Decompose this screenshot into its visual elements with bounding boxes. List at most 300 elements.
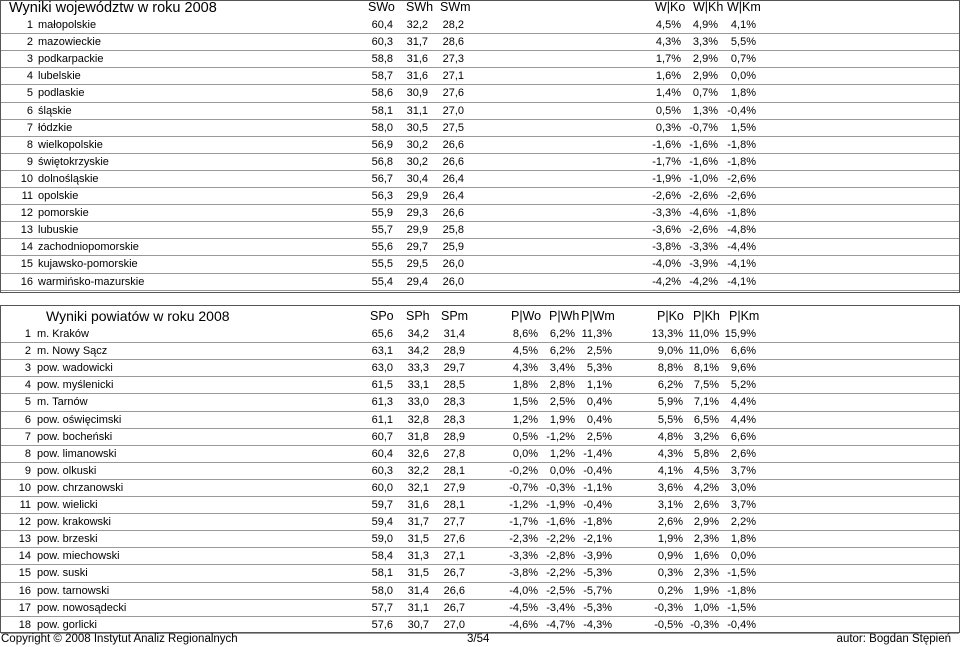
voivodeship-name-cell: zachodniopomorskie xyxy=(38,241,139,254)
pwo-cell: -1,7% xyxy=(509,516,538,529)
spm-cell: 31,4 xyxy=(443,328,465,340)
pwo-cell: -1,2% xyxy=(509,499,538,511)
wko-cell: 4,3% xyxy=(655,36,681,49)
wkm-cell: 1,5% xyxy=(730,121,756,134)
table-row xyxy=(1,188,959,205)
pwh-cell: 0,0% xyxy=(549,464,575,477)
spm-cell: 28,9 xyxy=(443,345,465,358)
spm-cell: 27,9 xyxy=(443,481,465,494)
wkh-cell: -2,6% xyxy=(689,190,718,202)
wkh-cell: 3,3% xyxy=(692,36,718,49)
swo-cell: 55,6 xyxy=(371,241,393,254)
swh-cell: 29,4 xyxy=(406,275,428,288)
wko-cell: -1,9% xyxy=(652,172,681,185)
wko-cell: -3,3% xyxy=(652,207,681,220)
pwo-cell: 1,5% xyxy=(512,396,538,409)
pwh-cell: 1,2% xyxy=(549,447,575,460)
wkm-cell: 1,8% xyxy=(730,87,756,100)
sph-cell: 32,8 xyxy=(407,413,429,426)
swo-cell: 56,7 xyxy=(371,172,393,185)
pwo-cell: 0,5% xyxy=(512,430,538,443)
pwh-cell: -1,6% xyxy=(546,516,575,529)
pkm-cell: 3,7% xyxy=(730,464,756,477)
spm-cell: 28,1 xyxy=(443,499,465,511)
swm-cell: 26,4 xyxy=(442,190,464,202)
pwh-cell: -1,2% xyxy=(546,430,575,443)
swh-cell: 32,2 xyxy=(406,19,428,31)
swo-cell: 56,3 xyxy=(371,190,393,202)
table-row xyxy=(1,205,959,222)
pwm-cell: -2,1% xyxy=(583,533,612,546)
pwm-cell: 11,3% xyxy=(581,328,612,340)
spo-cell: 60,0 xyxy=(371,481,393,494)
table-row xyxy=(1,480,959,497)
col-header-pwo: P|Wo xyxy=(511,309,542,323)
pwm-cell: -4,3% xyxy=(583,618,612,631)
rank-cell: 17 xyxy=(18,601,31,614)
spo-cell: 59,0 xyxy=(371,533,393,546)
spo-cell: 59,4 xyxy=(371,516,393,529)
sph-cell: 31,1 xyxy=(407,601,429,614)
wkm-cell: -4,8% xyxy=(727,224,756,237)
county-table-title: Wyniki powiatów w roku 2008 xyxy=(46,308,230,324)
spm-cell: 28,3 xyxy=(443,413,465,426)
col-header-swh: SWh xyxy=(406,0,434,14)
rank-cell: 11 xyxy=(21,190,33,202)
table-row xyxy=(1,274,959,291)
swo-cell: 58,7 xyxy=(371,70,393,83)
swh-cell: 31,7 xyxy=(406,36,428,49)
pwo-cell: 8,6% xyxy=(512,328,538,340)
pwo-cell: -0,2% xyxy=(509,464,538,477)
pwo-cell: -4,0% xyxy=(509,584,538,597)
pko-cell: 2,6% xyxy=(657,516,683,529)
pko-cell: 13,3% xyxy=(651,328,683,340)
spm-cell: 27,7 xyxy=(443,516,465,529)
col-header-sph: SPh xyxy=(406,309,430,323)
rank-cell: 15 xyxy=(18,567,31,580)
spm-cell: 26,7 xyxy=(443,601,465,614)
swm-cell: 27,1 xyxy=(442,70,464,83)
voivodeship-table xyxy=(0,0,960,293)
pkm-cell: 6,6% xyxy=(730,345,756,358)
pkm-cell: 2,2% xyxy=(730,516,756,529)
rank-cell: 15 xyxy=(20,258,33,271)
sph-cell: 31,8 xyxy=(407,430,429,443)
table-row xyxy=(1,343,959,360)
voivodeship-name-cell: łódzkie xyxy=(38,121,73,134)
pkh-cell: 4,2% xyxy=(693,481,719,494)
pko-cell: 4,1% xyxy=(657,464,683,477)
county-name-cell: pow. oświęcimski xyxy=(37,413,122,426)
table-row xyxy=(1,497,959,514)
rank-cell: 12 xyxy=(20,207,33,220)
pwm-cell: -5,3% xyxy=(583,567,612,580)
county-table xyxy=(0,305,960,633)
wko-cell: -4,2% xyxy=(652,275,681,288)
swh-cell: 31,6 xyxy=(406,53,428,66)
voivodeship-name-cell: dolnośląskie xyxy=(38,172,99,185)
table-row xyxy=(1,239,959,256)
col-header-swo: SWo xyxy=(368,0,395,14)
swh-cell: 29,3 xyxy=(406,207,428,220)
pkh-cell: 6,5% xyxy=(693,413,719,426)
spo-cell: 60,7 xyxy=(371,430,393,443)
pwm-cell: -3,9% xyxy=(583,550,612,563)
swm-cell: 26,4 xyxy=(442,172,464,185)
pkh-cell: 1,9% xyxy=(693,584,719,597)
wkh-cell: -4,6% xyxy=(689,207,718,220)
rank-cell: 16 xyxy=(18,584,31,597)
swo-cell: 55,5 xyxy=(371,258,393,271)
table-row xyxy=(1,548,959,565)
pkm-cell: 3,0% xyxy=(730,481,756,494)
table-row xyxy=(1,600,959,617)
pkh-cell: 4,5% xyxy=(693,464,719,477)
wko-cell: -3,6% xyxy=(652,224,681,237)
voivodeship-name-cell: opolskie xyxy=(38,190,79,202)
county-name-cell: pow. chrzanowski xyxy=(37,481,124,494)
pwo-cell: -4,6% xyxy=(509,618,538,631)
pwm-cell: -5,3% xyxy=(583,601,612,614)
table-row xyxy=(1,514,959,531)
wkh-cell: -1,6% xyxy=(689,155,718,168)
rank-cell: 7 xyxy=(26,121,33,134)
sph-cell: 31,4 xyxy=(407,584,429,597)
wkh-cell: -3,9% xyxy=(689,258,718,271)
pko-cell: 0,3% xyxy=(657,567,683,580)
voivodeship-name-cell: lubelskie xyxy=(38,70,81,83)
rank-cell: 4 xyxy=(26,70,33,83)
pwm-cell: -1,8% xyxy=(583,516,612,529)
pkm-cell: 2,6% xyxy=(730,447,756,460)
table-row xyxy=(1,412,959,429)
wko-cell: -2,6% xyxy=(652,190,681,202)
pko-cell: 3,1% xyxy=(657,499,683,511)
wkh-cell: 1,3% xyxy=(692,104,718,117)
table-row xyxy=(1,429,959,446)
wkh-cell: 2,9% xyxy=(692,53,718,66)
rank-cell: 8 xyxy=(24,447,31,460)
col-header-pwm: P|Wm xyxy=(581,309,615,323)
pwh-cell: -1,9% xyxy=(546,499,575,511)
rank-cell: 3 xyxy=(24,362,31,375)
table-row xyxy=(1,154,959,171)
wkm-cell: -2,6% xyxy=(727,190,756,202)
pkm-cell: 1,8% xyxy=(730,533,756,546)
col-header-wkm: W|Km xyxy=(727,0,761,14)
rank-cell: 5 xyxy=(24,396,31,409)
sph-cell: 34,2 xyxy=(407,328,429,340)
table-row xyxy=(1,222,959,239)
table-row xyxy=(1,103,959,120)
pkh-cell: 7,1% xyxy=(693,396,719,409)
spo-cell: 60,4 xyxy=(371,447,393,460)
rank-cell: 9 xyxy=(26,155,33,168)
county-name-cell: pow. bocheński xyxy=(37,430,113,443)
swh-cell: 31,6 xyxy=(406,70,428,83)
copyright-text: Copyright © 2008 Instytut Analiz Regionalnych xyxy=(1,633,238,645)
pwm-cell: -0,4% xyxy=(583,499,612,511)
col-header-pko: P|Ko xyxy=(657,309,684,323)
swh-cell: 31,1 xyxy=(406,104,428,117)
pwh-cell: -2,5% xyxy=(546,584,575,597)
wkh-cell: -3,3% xyxy=(689,241,718,254)
pko-cell: 6,2% xyxy=(657,379,683,392)
pko-cell: 0,9% xyxy=(657,550,683,563)
wkm-cell: -1,8% xyxy=(727,155,756,168)
swh-cell: 29,7 xyxy=(406,241,428,254)
county-name-cell: pow. suski xyxy=(37,567,88,580)
pkm-cell: 15,9% xyxy=(724,328,756,340)
rank-cell: 10 xyxy=(18,481,31,494)
sph-cell: 30,7 xyxy=(407,618,429,631)
rank-cell: 9 xyxy=(24,464,31,477)
voivodeship-table-title: Wyniki województw w roku 2008 xyxy=(9,0,217,16)
col-header-swm: SWm xyxy=(440,0,471,14)
swh-cell: 30,4 xyxy=(406,172,428,185)
pwo-cell: 4,3% xyxy=(512,362,538,375)
pkh-cell: -0,3% xyxy=(690,618,719,631)
pwh-cell: -2,2% xyxy=(546,567,575,580)
pwm-cell: 5,3% xyxy=(586,362,612,375)
pkm-cell: 6,6% xyxy=(730,430,756,443)
swo-cell: 60,4 xyxy=(371,19,393,31)
swo-cell: 58,8 xyxy=(371,53,393,66)
table-row xyxy=(1,137,959,154)
swo-cell: 58,0 xyxy=(371,121,393,134)
voivodeship-name-cell: małopolskie xyxy=(38,19,97,31)
pwm-cell: -1,4% xyxy=(583,447,612,460)
spo-cell: 65,6 xyxy=(371,328,393,340)
wkh-cell: -1,6% xyxy=(689,138,718,151)
swh-cell: 29,9 xyxy=(406,224,428,237)
wkm-cell: -1,8% xyxy=(727,138,756,151)
swh-cell: 30,9 xyxy=(406,87,428,100)
spm-cell: 26,7 xyxy=(443,567,465,580)
pwm-cell: -5,7% xyxy=(583,584,612,597)
wkm-cell: -4,1% xyxy=(727,275,756,288)
pko-cell: 5,5% xyxy=(657,413,683,426)
swm-cell: 26,0 xyxy=(442,258,464,271)
col-header-pkm: P|Km xyxy=(729,309,760,323)
table-row xyxy=(1,583,959,600)
spo-cell: 61,1 xyxy=(371,413,393,426)
wko-cell: 0,5% xyxy=(655,104,681,117)
rank-cell: 10 xyxy=(20,172,33,185)
wkm-cell: 5,5% xyxy=(730,36,756,49)
pko-cell: 8,8% xyxy=(657,362,683,375)
spo-cell: 58,4 xyxy=(371,550,393,563)
swm-cell: 27,6 xyxy=(442,87,464,100)
wkh-cell: -4,2% xyxy=(689,275,718,288)
pko-cell: 5,9% xyxy=(657,396,683,409)
pwo-cell: 4,5% xyxy=(512,345,538,358)
sph-cell: 32,2 xyxy=(407,464,429,477)
pko-cell: 0,2% xyxy=(657,584,683,597)
wko-cell: 1,6% xyxy=(655,70,681,83)
spo-cell: 60,3 xyxy=(371,464,393,477)
table-row xyxy=(1,51,959,68)
wko-cell: 0,3% xyxy=(655,121,681,134)
swm-cell: 26,6 xyxy=(442,207,464,220)
rank-cell: 14 xyxy=(18,550,31,563)
pwm-cell: 0,4% xyxy=(586,396,612,409)
sph-cell: 31,6 xyxy=(407,499,429,511)
pwo-cell: -0,7% xyxy=(509,481,538,494)
county-name-cell: pow. olkuski xyxy=(37,464,97,477)
spm-cell: 28,9 xyxy=(443,430,465,443)
table-row xyxy=(1,85,959,102)
spm-cell: 27,6 xyxy=(443,533,465,546)
pwh-cell: -4,7% xyxy=(546,618,575,631)
spm-cell: 28,3 xyxy=(443,396,465,409)
wkh-cell: 0,7% xyxy=(692,87,718,100)
spo-cell: 63,1 xyxy=(371,345,393,358)
pko-cell: 9,0% xyxy=(657,345,683,358)
county-name-cell: pow. limanowski xyxy=(37,447,117,460)
spo-cell: 57,7 xyxy=(371,601,393,614)
pkm-cell: -1,5% xyxy=(727,567,756,580)
pkm-cell: 4,4% xyxy=(730,396,756,409)
swh-cell: 30,5 xyxy=(406,121,428,134)
author-text: autor: Bogdan Stępień xyxy=(836,633,951,645)
col-header-pkh: P|Kh xyxy=(693,309,720,323)
voivodeship-name-cell: kujawsko-pomorskie xyxy=(38,258,138,271)
pwm-cell: -0,4% xyxy=(583,464,612,477)
pwh-cell: 2,8% xyxy=(549,379,575,392)
spm-cell: 27,1 xyxy=(443,550,465,563)
voivodeship-name-cell: wielkopolskie xyxy=(38,138,103,151)
table-row xyxy=(1,463,959,480)
sph-cell: 33,3 xyxy=(407,362,429,375)
table-row xyxy=(1,34,959,51)
wkh-cell: 4,9% xyxy=(692,19,718,31)
rank-cell: 2 xyxy=(26,36,33,49)
voivodeship-name-cell: podkarpackie xyxy=(38,53,104,66)
rank-cell: 13 xyxy=(20,224,33,237)
pkm-cell: -1,5% xyxy=(727,601,756,614)
pwo-cell: 1,8% xyxy=(512,379,538,392)
pwm-cell: 0,4% xyxy=(586,413,612,426)
pwo-cell: -3,3% xyxy=(509,550,538,563)
voivodeship-name-cell: warmińsko-mazurskie xyxy=(38,275,145,288)
swh-cell: 29,5 xyxy=(406,258,428,271)
sph-cell: 31,3 xyxy=(407,550,429,563)
col-header-pwh: P|Wh xyxy=(549,309,580,323)
pkh-cell: 8,1% xyxy=(693,362,719,375)
spm-cell: 29,7 xyxy=(443,362,465,375)
table-row xyxy=(1,531,959,548)
page-footer xyxy=(0,632,960,647)
pwh-cell: -2,2% xyxy=(546,533,575,546)
pkh-cell: 2,3% xyxy=(693,533,719,546)
swo-cell: 55,4 xyxy=(371,275,393,288)
pwo-cell: 0,0% xyxy=(512,447,538,460)
table-row xyxy=(1,446,959,463)
swm-cell: 27,0 xyxy=(442,104,464,117)
voivodeship-name-cell: mazowieckie xyxy=(38,36,101,49)
col-header-spo: SPo xyxy=(370,309,394,323)
wkh-cell: -1,0% xyxy=(689,172,718,185)
pwm-cell: -1,1% xyxy=(583,481,612,494)
table-row xyxy=(1,171,959,188)
county-name-cell: m. Tarnów xyxy=(37,396,88,409)
spo-cell: 61,3 xyxy=(371,396,393,409)
wko-cell: -1,6% xyxy=(652,138,681,151)
rank-cell: 14 xyxy=(20,241,33,254)
swm-cell: 28,6 xyxy=(442,36,464,49)
sph-cell: 33,1 xyxy=(407,379,429,392)
pkh-cell: 7,5% xyxy=(693,379,719,392)
pkm-cell: -0,4% xyxy=(727,618,756,631)
pwm-cell: 1,1% xyxy=(586,379,612,392)
pkh-cell: 1,0% xyxy=(693,601,719,614)
voivodeship-name-cell: lubuskie xyxy=(38,224,79,237)
county-name-cell: pow. wielicki xyxy=(37,499,98,511)
col-header-spm: SPm xyxy=(441,309,469,323)
rank-cell: 4 xyxy=(24,379,31,392)
rank-cell: 11 xyxy=(19,499,31,511)
swm-cell: 27,3 xyxy=(442,53,464,66)
swo-cell: 55,7 xyxy=(371,224,393,237)
pkh-cell: 2,6% xyxy=(693,499,719,511)
sph-cell: 31,5 xyxy=(407,567,429,580)
spm-cell: 26,6 xyxy=(443,584,465,597)
spm-cell: 27,0 xyxy=(443,618,465,631)
pkh-cell: 5,8% xyxy=(693,447,719,460)
rank-cell: 8 xyxy=(26,138,33,151)
sph-cell: 32,6 xyxy=(407,447,429,460)
pwh-cell: 6,2% xyxy=(549,345,575,358)
swo-cell: 56,9 xyxy=(371,138,393,151)
table-row xyxy=(1,120,959,137)
wko-cell: 1,7% xyxy=(655,53,681,66)
pwh-cell: 2,5% xyxy=(549,396,575,409)
table-row xyxy=(1,256,959,273)
pkh-cell: 2,3% xyxy=(693,567,719,580)
pkh-cell: 2,9% xyxy=(693,516,719,529)
pwm-cell: 2,5% xyxy=(586,430,612,443)
wkm-cell: 0,7% xyxy=(730,53,756,66)
table-row xyxy=(1,326,959,343)
pkm-cell: 3,7% xyxy=(730,499,756,511)
swo-cell: 55,9 xyxy=(371,207,393,220)
rank-cell: 13 xyxy=(18,533,31,546)
spo-cell: 61,5 xyxy=(371,379,393,392)
wkh-cell: 2,9% xyxy=(692,70,718,83)
table-row xyxy=(1,68,959,85)
row-divider xyxy=(1,290,959,291)
swm-cell: 27,5 xyxy=(442,121,464,134)
pkm-cell: 4,4% xyxy=(730,413,756,426)
spo-cell: 58,1 xyxy=(371,567,393,580)
wkh-cell: -2,6% xyxy=(689,224,718,237)
swh-cell: 30,2 xyxy=(406,138,428,151)
wkm-cell: 0,0% xyxy=(730,70,756,83)
swm-cell: 26,6 xyxy=(442,155,464,168)
spo-cell: 57,6 xyxy=(371,618,393,631)
wkm-cell: -2,6% xyxy=(727,172,756,185)
spm-cell: 28,1 xyxy=(443,464,465,477)
rank-cell: 18 xyxy=(18,618,31,631)
col-header-wkh: W|Kh xyxy=(693,0,724,14)
county-name-cell: pow. tarnowski xyxy=(37,584,110,597)
wkm-cell: -0,4% xyxy=(727,104,756,117)
pkm-cell: 0,0% xyxy=(730,550,756,563)
pwo-cell: -2,3% xyxy=(509,533,538,546)
pkm-cell: -1,8% xyxy=(727,584,756,597)
